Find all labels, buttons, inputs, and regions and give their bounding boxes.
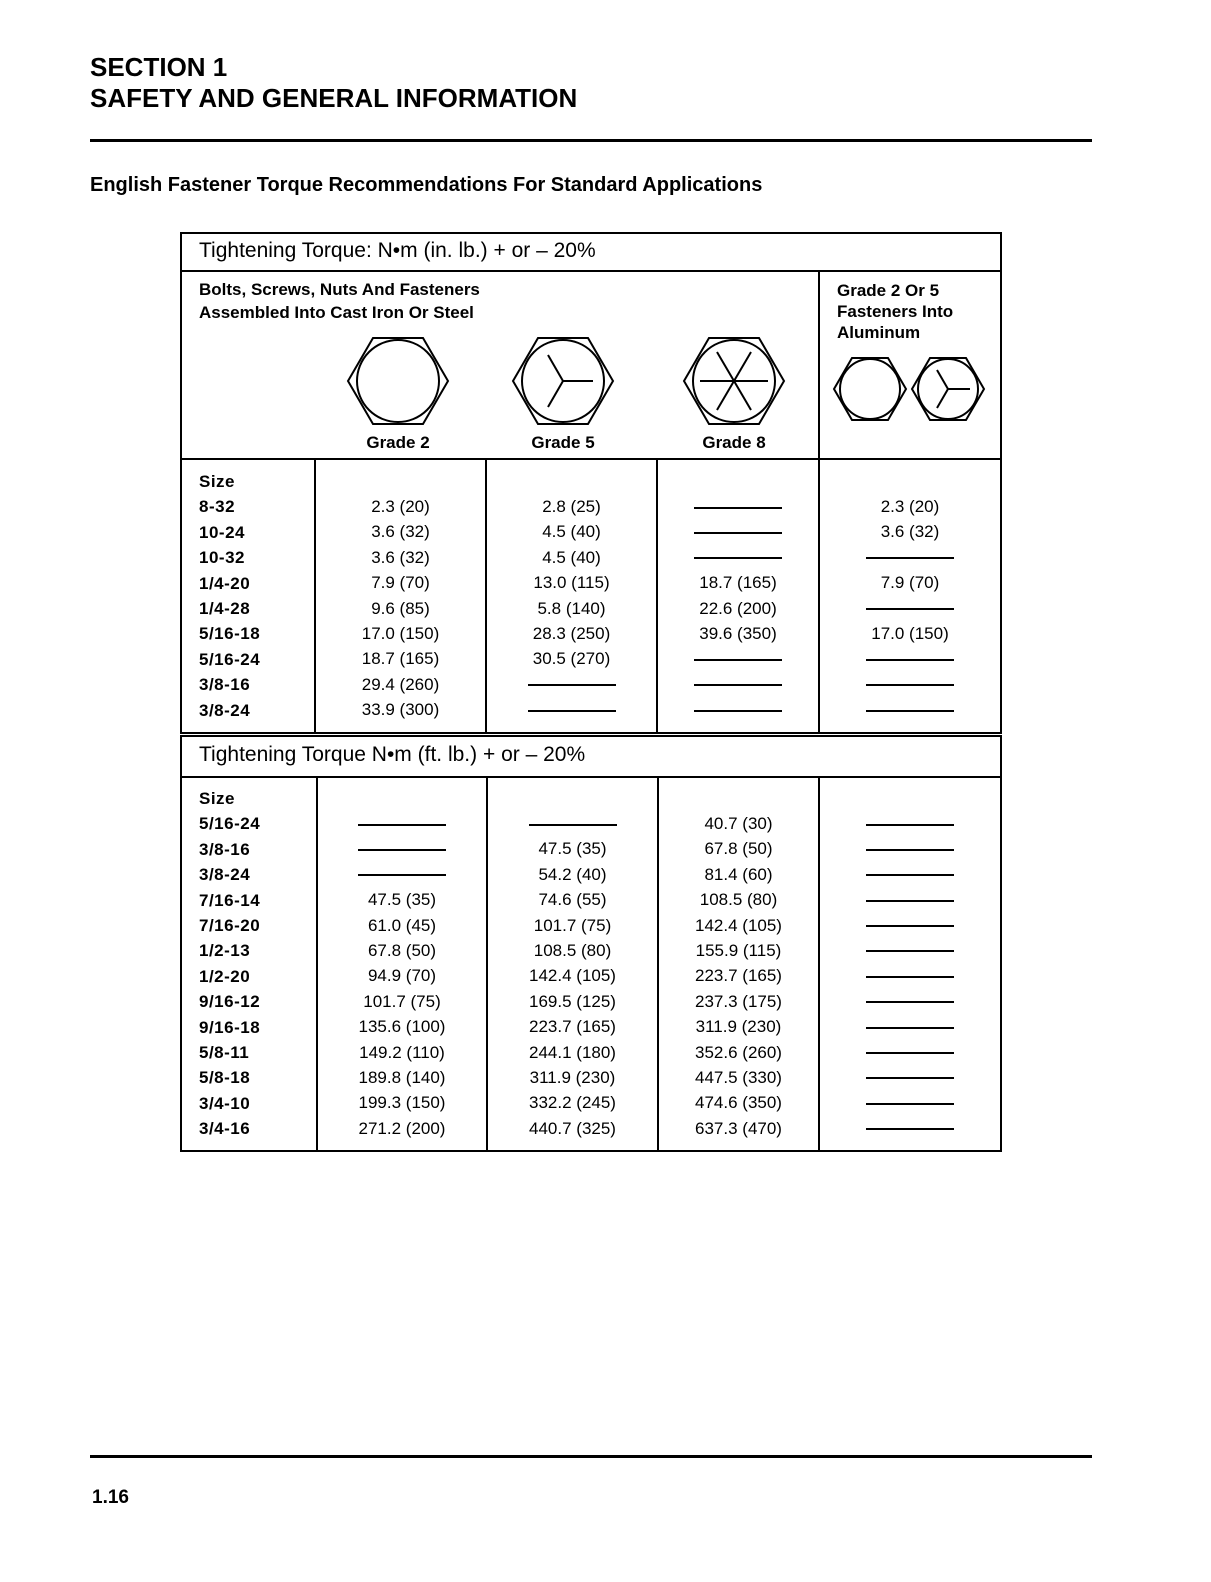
empty-cell — [820, 963, 1000, 988]
table1-size-column — [199, 469, 260, 723]
dash-mark — [694, 659, 782, 661]
dash-mark — [866, 950, 954, 952]
table2-grade8-column — [659, 811, 818, 1141]
grade2-bolt-head-icon — [346, 336, 450, 426]
empty-cell — [820, 697, 1000, 722]
size-cell: 1/4-20 — [199, 573, 251, 593]
empty-cell — [820, 1014, 1000, 1039]
size-cell: 3/4-16 — [199, 1119, 251, 1139]
dash-mark — [529, 824, 617, 826]
empty-cell — [820, 545, 1000, 570]
size-label: Size — [199, 789, 236, 808]
torque-value-cell: 33.9 (300) — [361, 700, 440, 720]
torque-value-cell: 18.7 (165) — [361, 649, 440, 669]
dash-mark — [866, 1128, 954, 1130]
empty-cell — [820, 596, 1000, 621]
dash-mark — [866, 976, 954, 978]
torque-value-cell: 39.6 (350) — [699, 623, 777, 643]
size-cell: 7/16-14 — [199, 890, 261, 910]
size-cell: 8-32 — [199, 497, 236, 517]
torque-value-cell: 3.6 (32) — [371, 547, 430, 567]
dash-mark — [866, 824, 954, 826]
torque-value-cell: 142.4 (105) — [695, 915, 782, 935]
size-cell: 5/8-11 — [199, 1042, 250, 1062]
dash-mark — [866, 900, 954, 902]
torque-value-cell: 142.4 (105) — [529, 966, 616, 986]
empty-cell — [318, 862, 486, 887]
torque-value-cell: 447.5 (330) — [695, 1067, 782, 1087]
size-cell: 1/4-28 — [199, 598, 251, 618]
grade-header-divider — [182, 458, 1000, 460]
torque-value-cell: 149.2 (110) — [359, 1042, 445, 1062]
dash-mark — [358, 874, 446, 876]
torque-value-cell: 67.8 (50) — [367, 940, 437, 960]
empty-cell — [820, 1040, 1000, 1065]
torque-value-cell: 7.9 (70) — [371, 573, 430, 593]
steel-header-line1: Bolts, Screws, Nuts And Fasteners — [199, 280, 480, 299]
torque-value-cell: 17.0 (150) — [871, 623, 949, 643]
table2-grade2-column — [318, 811, 486, 1141]
empty-cell — [658, 545, 818, 570]
torque-value-cell: 22.6 (200) — [699, 598, 777, 618]
empty-cell — [820, 672, 1000, 697]
dash-mark — [866, 874, 954, 876]
torque-value-cell: 29.4 (260) — [361, 674, 440, 694]
empty-cell — [820, 646, 1000, 671]
empty-cell — [820, 862, 1000, 887]
empty-cell — [820, 913, 1000, 938]
grade2-label: Grade 2 — [366, 433, 430, 452]
empty-cell — [820, 1065, 1000, 1090]
torque-value-cell: 271.2 (200) — [358, 1118, 446, 1138]
torque-value-cell: 4.5 (40) — [542, 547, 601, 567]
table1-grade2-column — [316, 494, 485, 723]
dash-mark — [866, 1001, 954, 1003]
torque-value-cell: 332.2 (245) — [529, 1093, 616, 1113]
torque-value-cell: 61.0 (45) — [367, 915, 437, 935]
torque-value-cell: 30.5 (270) — [532, 649, 611, 669]
dash-mark — [866, 849, 954, 851]
table2-grade5-column — [488, 811, 657, 1141]
size-cell: 10-32 — [199, 548, 245, 568]
torque-value-cell: 311.9 (230) — [695, 1017, 782, 1037]
section-heading — [90, 52, 577, 114]
torque-table-ftlb — [180, 735, 1002, 1152]
torque-value-cell: 3.6 (32) — [371, 522, 430, 542]
dash-mark — [866, 608, 954, 610]
torque-value-cell: 40.7 (30) — [704, 814, 773, 833]
torque-value-cell: 474.6 (350) — [695, 1093, 782, 1113]
size-cell: 10-24 — [199, 522, 245, 542]
size-cell: 3/8-24 — [199, 865, 251, 885]
header-rule — [90, 139, 1092, 142]
table1-aluminum-column — [820, 494, 1000, 723]
torque-value-cell: 169.5 (125) — [529, 991, 616, 1011]
aluminum-grade2-bolt-head-icon — [832, 356, 908, 422]
page-number: 1.16 — [92, 1487, 129, 1508]
dash-mark — [866, 659, 954, 661]
torque-value-cell: 223.7 (165) — [529, 1017, 616, 1037]
size-cell: 5/16-18 — [199, 624, 261, 644]
size-label: Size — [199, 472, 236, 491]
torque-value-cell: 2.3 (20) — [880, 497, 940, 516]
torque-value-cell: 47.5 (35) — [538, 839, 607, 859]
aluminum-header-line2: Fasteners Into — [837, 302, 954, 321]
dash-mark — [694, 710, 782, 712]
grade8-label: Grade 8 — [702, 433, 766, 452]
torque-value-cell: 189.8 (140) — [358, 1067, 446, 1087]
aluminum-grade5-bolt-head-icon — [910, 356, 986, 422]
page-subtitle: English Fastener Torque Recommendations For Standard Applications — [90, 174, 763, 196]
size-cell: 7/16-20 — [199, 915, 261, 935]
dash-mark — [694, 532, 782, 534]
dash-mark — [866, 1077, 954, 1079]
torque-value-cell: 94.9 (70) — [367, 966, 437, 986]
footer-rule — [90, 1455, 1092, 1458]
torque-value-cell: 81.4 (60) — [704, 864, 773, 884]
torque-value-cell: 9.6 (85) — [371, 598, 430, 618]
torque-value-cell: 67.8 (50) — [704, 839, 773, 859]
torque-value-cell: 155.9 (115) — [695, 940, 782, 960]
empty-cell — [658, 646, 818, 671]
empty-cell — [820, 1090, 1000, 1115]
table2-size-column — [199, 786, 260, 1141]
table1-title: Tightening Torque: N•m (in. lb.) + or – 20% — [182, 234, 1000, 272]
torque-value-cell: 108.5 (80) — [699, 890, 778, 910]
empty-cell — [820, 887, 1000, 912]
torque-value-cell: 54.2 (40) — [538, 864, 607, 884]
dash-mark — [528, 710, 616, 712]
torque-value-cell: 223.7 (165) — [695, 966, 782, 986]
size-cell: 1/2-20 — [199, 966, 251, 986]
torque-value-cell: 199.3 (150) — [358, 1093, 446, 1113]
section-title: SAFETY AND GENERAL INFORMATION — [90, 83, 578, 113]
size-cell: 3/8-24 — [199, 700, 251, 720]
torque-table-inlb — [180, 232, 1002, 734]
empty-cell — [820, 1116, 1000, 1141]
empty-cell — [487, 672, 656, 697]
dash-mark — [528, 684, 616, 686]
empty-cell — [820, 811, 1000, 836]
torque-value-cell: 3.6 (32) — [880, 522, 940, 542]
dash-mark — [694, 557, 782, 559]
dash-mark — [866, 1027, 954, 1029]
empty-cell — [820, 989, 1000, 1014]
torque-value-cell: 637.3 (470) — [695, 1118, 782, 1138]
dash-mark — [358, 849, 446, 851]
steel-header — [199, 278, 480, 324]
dash-mark — [866, 557, 954, 559]
size-cell: 9/16-18 — [199, 1017, 261, 1037]
empty-cell — [658, 697, 818, 722]
size-cell: 5/16-24 — [199, 649, 261, 669]
torque-value-cell: 2.3 (20) — [371, 497, 430, 516]
size-cell: 1/2-13 — [199, 941, 251, 961]
dash-mark — [866, 1103, 954, 1105]
torque-value-cell: 2.8 (25) — [542, 497, 601, 516]
empty-cell — [318, 811, 486, 836]
empty-cell — [318, 836, 486, 861]
torque-value-cell: 74.6 (55) — [538, 890, 607, 910]
table2-aluminum-column — [820, 811, 1000, 1141]
dash-mark — [358, 824, 446, 826]
torque-value-cell: 7.9 (70) — [880, 573, 940, 593]
dash-mark — [694, 507, 782, 509]
aluminum-header — [837, 280, 953, 343]
torque-value-cell: 108.5 (80) — [533, 940, 612, 960]
size-cell: 3/8-16 — [199, 675, 251, 695]
empty-cell — [488, 811, 657, 836]
table1-grade8-column — [658, 494, 818, 723]
torque-value-cell: 28.3 (250) — [532, 623, 611, 643]
empty-cell — [658, 672, 818, 697]
torque-value-cell: 17.0 (150) — [361, 623, 440, 643]
torque-value-cell: 18.7 (165) — [699, 573, 777, 593]
section-number: SECTION 1 — [90, 52, 228, 82]
torque-value-cell: 4.5 (40) — [542, 522, 601, 542]
torque-value-cell: 440.7 (325) — [529, 1118, 616, 1138]
grade5-bolt-head-icon — [511, 336, 615, 426]
empty-cell — [820, 938, 1000, 963]
size-cell: 3/4-10 — [199, 1093, 251, 1113]
empty-cell — [658, 494, 818, 519]
dash-mark — [694, 684, 782, 686]
empty-cell — [487, 697, 656, 722]
dash-mark — [866, 710, 954, 712]
steel-header-line2: Assembled Into Cast Iron Or Steel — [199, 303, 474, 322]
torque-value-cell: 244.1 (180) — [529, 1042, 616, 1062]
dash-mark — [866, 1052, 954, 1054]
torque-value-cell: 101.7 (75) — [363, 991, 441, 1011]
grade8-bolt-head-icon — [682, 336, 786, 426]
aluminum-header-line3: Aluminum — [837, 323, 921, 342]
torque-value-cell: 13.0 (115) — [533, 573, 610, 593]
size-cell: 3/8-16 — [199, 839, 251, 859]
torque-value-cell: 352.6 (260) — [695, 1042, 782, 1062]
torque-value-cell: 47.5 (35) — [367, 890, 437, 910]
torque-value-cell: 237.3 (175) — [695, 991, 782, 1011]
size-cell: 9/16-12 — [199, 992, 261, 1012]
torque-value-cell: 101.7 (75) — [533, 915, 612, 935]
empty-cell — [820, 836, 1000, 861]
table2-title: Tightening Torque N•m (ft. lb.) + or – 20% — [182, 737, 1000, 778]
size-cell: 5/16-24 — [199, 814, 261, 834]
torque-value-cell: 5.8 (140) — [537, 598, 606, 618]
table1-grade5-column — [487, 494, 656, 723]
dash-mark — [866, 684, 954, 686]
torque-value-cell: 311.9 (230) — [529, 1067, 616, 1087]
grade5-label: Grade 5 — [531, 433, 595, 452]
empty-cell — [658, 519, 818, 544]
size-cell: 5/8-18 — [199, 1068, 251, 1088]
torque-value-cell: 135.6 (100) — [358, 1017, 446, 1037]
dash-mark — [866, 925, 954, 927]
aluminum-header-line1: Grade 2 Or 5 — [837, 281, 940, 300]
